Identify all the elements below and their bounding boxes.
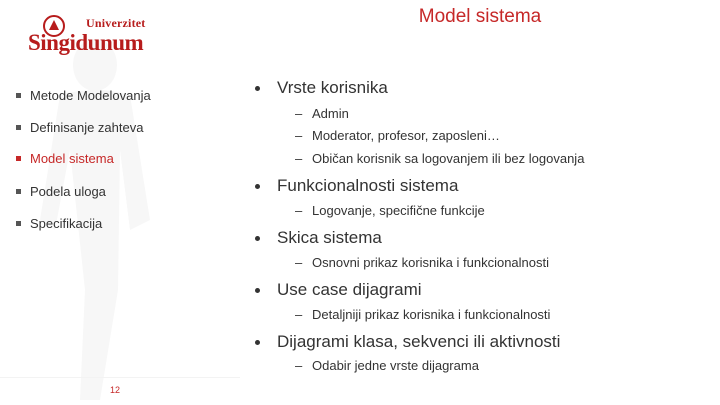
content-sub-bullet (295, 106, 349, 121)
content-bullet (255, 228, 382, 248)
bullet-dot-icon (255, 288, 260, 293)
sub-bullet-text: Moderator, profesor, zaposleni… (312, 128, 500, 143)
dash-icon: – (295, 151, 303, 166)
university-logo (28, 14, 188, 58)
menu-item-definisanje-zahteva[interactable] (16, 117, 143, 137)
square-bullet-icon (16, 125, 21, 130)
sub-bullet-text: Detaljniji prikaz korisnika i funkcionalnosti (312, 307, 551, 322)
slide-title: Model sistema (418, 6, 542, 27)
content-bullet (255, 78, 388, 98)
content-bullet (255, 332, 560, 352)
content-sub-bullet (295, 307, 550, 322)
menu-item-specifikacija[interactable] (16, 213, 102, 233)
page-number: 12 (109, 385, 120, 395)
footer-divider (0, 377, 240, 378)
menu-item-label: Podela uloga (30, 183, 106, 199)
menu-item-label: Metode Modelovanja (30, 87, 151, 103)
sub-bullet-text: Logovanje, specifične funkcije (312, 203, 485, 218)
logo-small-text: Univerzitet (86, 16, 146, 30)
square-bullet-icon (16, 221, 21, 226)
logo-big-text: Singidunum (28, 30, 144, 55)
bullet-text: Dijagrami klasa, sekvenci ili aktivnosti (277, 332, 561, 351)
menu-item-metode-modelovanja[interactable] (16, 85, 151, 105)
menu-item-label: Model sistema (30, 150, 114, 166)
content-bullet (255, 280, 422, 300)
bullet-dot-icon (255, 184, 260, 189)
sub-bullet-text: Odabir jedne vrste dijagrama (312, 358, 479, 373)
square-bullet-icon (16, 156, 21, 161)
menu-item-label: Specifikacija (30, 215, 103, 231)
content-sub-bullet (295, 128, 500, 143)
bullet-dot-icon (255, 86, 260, 91)
bullet-text: Skica sistema (277, 228, 382, 247)
dash-icon: – (295, 203, 303, 218)
content-sub-bullet (295, 151, 584, 166)
bullet-text: Funkcionalnosti sistema (277, 176, 459, 195)
bullet-dot-icon (255, 340, 260, 345)
dash-icon: – (295, 106, 303, 121)
dash-icon: – (295, 128, 303, 143)
content-bullet (255, 176, 458, 196)
menu-item-podela-uloga[interactable] (16, 181, 106, 201)
content-sub-bullet (295, 203, 485, 218)
sub-bullet-text: Osnovni prikaz korisnika i funkcionalnosti (312, 255, 549, 270)
bullet-text: Vrste korisnika (277, 78, 388, 97)
sub-bullet-text: Admin (312, 106, 349, 121)
menu-item-model-sistema[interactable] (16, 148, 114, 168)
square-bullet-icon (16, 189, 21, 194)
dash-icon: – (295, 255, 303, 270)
content-sub-bullet (295, 358, 479, 373)
dash-icon: – (295, 358, 303, 373)
bullet-dot-icon (255, 236, 260, 241)
sub-bullet-text: Običan korisnik sa logovanjem ili bez logovanja (312, 151, 585, 166)
bullet-text: Use case dijagrami (277, 280, 422, 299)
menu-item-label: Definisanje zahteva (30, 119, 144, 135)
square-bullet-icon (16, 93, 21, 98)
dash-icon: – (295, 307, 303, 322)
content-sub-bullet (295, 255, 549, 270)
